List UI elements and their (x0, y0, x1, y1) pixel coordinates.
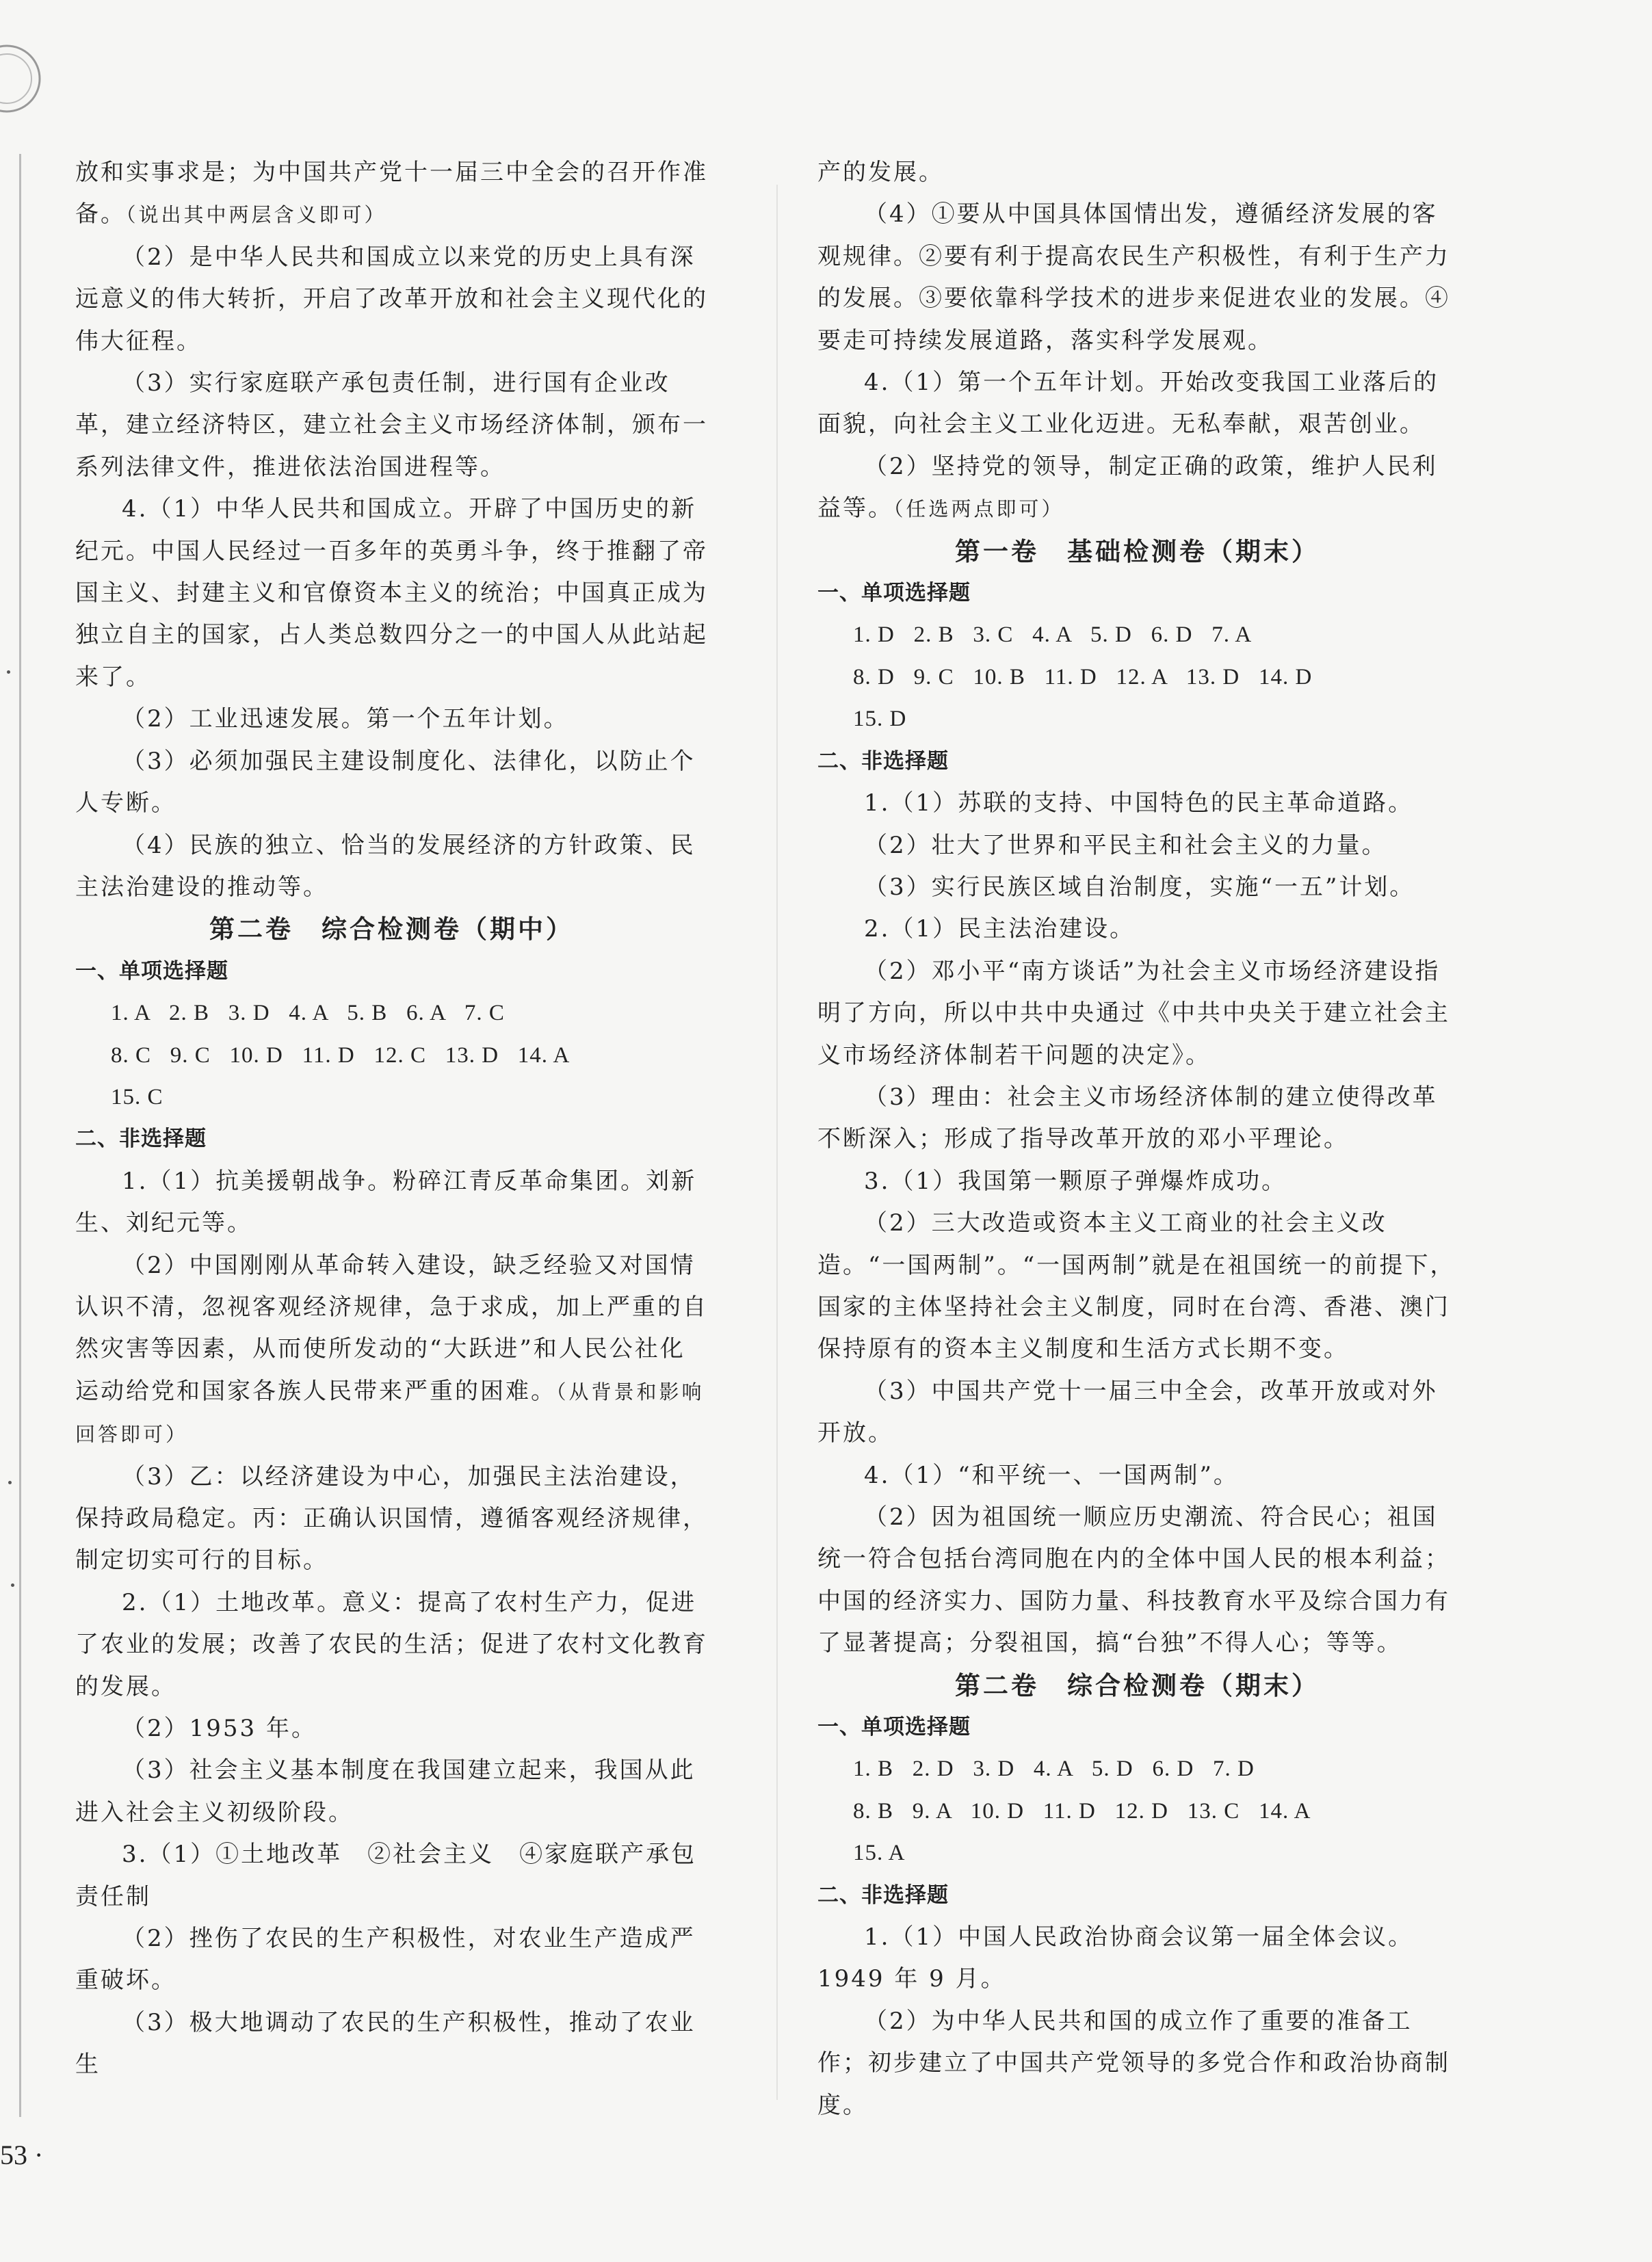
mc-answers-row: 1. B 2. D 3. D 4. A 5. D 6. D 7. D (853, 1757, 1255, 1782)
answer-paragraph: （2）为中华人民共和国的成立作了重要的准备工作；初步建立了中国共产党领导的多党合作和政治协商制度。 (817, 2007, 1450, 2119)
seal-graphic (0, 38, 48, 120)
answer-paragraph: （2）三大改造或资本主义工商业的社会主义改造。“一国两制”。“一国两制”就是在祖国统一的前提下，国家的主体坚持社会主义制度，同时在台湾、香港、澳门保持原有的资本主义制度和生活方式长期不变。 (817, 1209, 1456, 1363)
binding-margin-line (19, 154, 21, 2117)
answer-paragraph: （2）挫伤了农民的生产积极性，对农业生产造成严重破坏。 (75, 1925, 696, 1995)
margin-dot (11, 1583, 14, 1587)
answer-paragraph: 4.（1）第一个五年计划。开始改变我国工业落后的面貌，向社会主义工业化迈进。无私奉献，艰苦创业。 (817, 369, 1439, 438)
answer-paragraph: 放和实事求是；为中国共产党十一届三中全会的召开作准备。（说出其中两层含义即可） (75, 159, 708, 228)
answer-paragraph: （2）壮大了世界和平民主和社会主义的力量。 (864, 831, 1387, 859)
answer-paragraph: （4）民族的独立、恰当的发展经济的方针政策、民主法治建设的推动等。 (75, 831, 696, 901)
answer-paragraph: （2）邓小平“南方谈话”为社会主义市场经济建设指明了方向，所以中共中央通过《中共中央关于建立社会主义市场经济体制若干问题的决定》。 (817, 957, 1450, 1069)
answer-paragraph: 1.（1）抗美援朝战争。粉碎江青反革命集团。刘新生、刘纪元等。 (75, 1167, 697, 1237)
answer-note: （从背景和影响回答即可） (75, 1380, 705, 1447)
left-column (75, 152, 708, 2086)
margin-dot (7, 670, 10, 674)
answer-paragraph: 产的发展。 (817, 159, 944, 186)
mc-answers-row: 15. D (853, 707, 907, 732)
column-divider (776, 185, 778, 2100)
answer-note: （说出其中两层含义即可） (126, 203, 387, 227)
section-title: 第二卷 综合检测卷（期末） (955, 1670, 1320, 1700)
page-number: 53 · (0, 2140, 44, 2170)
answer-paragraph: （2）工业迅速发展。第一个五年计划。 (122, 705, 569, 733)
answer-paragraph: （2）是中华人民共和国成立以来党的历史上具有深远意义的伟大转折，开启了改革开放和社会主义现代化的伟大征程。 (75, 243, 708, 355)
answer-paragraph: （2）1953 年。 (122, 1715, 317, 1743)
answer-paragraph: 2.（1）土地改革。意义：提高了农村生产力，促进了农业的发展；改善了农民的生活；促进了农村文化教育的发展。 (75, 1588, 708, 1700)
answer-paragraph: （2）坚持党的领导，制定正确的政策，维护人民利益等。（任选两点即可） (817, 452, 1438, 523)
mc-answers-row: 1. A 2. B 3. D 4. A 5. B 6. A 7. C (111, 1001, 505, 1026)
margin-dot (8, 1481, 12, 1484)
right-column (817, 152, 1457, 2127)
answer-paragraph: （3）实行家庭联产承包责任制，进行国有企业改革，建立经济特区，建立社会主义市场经济体制，颁布一系列法律文件，推进依法治国进程等。 (75, 369, 708, 481)
answer-paragraph: 3.（1）①土地改革 ②社会主义 ④家庭联产承包责任制 (75, 1841, 697, 1910)
answer-paragraph: （3）中国共产党十一届三中全会，改革开放或对外开放。 (817, 1377, 1438, 1447)
mc-answers-row: 8. C 9. C 10. D 11. D 12. C 13. D 14. A (111, 1042, 571, 1068)
answer-paragraph: （3）极大地调动了农民的生产积极性，推动了农业生 (75, 2008, 696, 2079)
subsection-title: 一、单项选择题 (75, 958, 228, 984)
answer-paragraph: （3）实行民族区域自治制度，实施“一五”计划。 (864, 873, 1415, 901)
subsection-title: 一、单项选择题 (817, 581, 971, 606)
answer-paragraph: 4.（1）“和平统一、一国两制”。 (864, 1461, 1239, 1489)
section-title: 第一卷 基础检测卷（期末） (955, 536, 1320, 566)
answer-paragraph: （4）①要从中国具体国情出发，遵循经济发展的客观规律。②要有利于提高农民生产积极性，有利于生产力的发展。③要依靠科学技术的进步来促进农业的发展。④要走可持续发展道路，落实科学发展观。 (817, 200, 1450, 354)
mc-answers-row: 15. A (853, 1841, 906, 1866)
answer-paragraph: （3）社会主义基本制度在我国建立起来，我国从此进入社会主义初级阶段。 (75, 1757, 696, 1826)
answer-paragraph: 2.（1）民主法治建设。 (864, 915, 1136, 943)
section-title: 第二卷 综合检测卷（期中） (209, 915, 574, 945)
subsection-title: 二、非选择题 (817, 1882, 949, 1908)
answer-paragraph: （3）必须加强民主建设制度化、法律化，以防止个人专断。 (75, 747, 696, 817)
answer-paragraph: （2）因为祖国统一顺应历史潮流、符合民心；祖国统一符合包括台湾同胞在内的全体中国人民的根本利益；中国的经济实力、国防力量、科技教育水平及综合国力有了显著提高；分裂祖国，搞“台独”不得人心；等等。 (817, 1503, 1450, 1657)
answer-paragraph: 1.（1）苏联的支持、中国特色的民主革命道路。 (864, 789, 1414, 817)
mc-answers-row: 15. C (111, 1084, 163, 1109)
answer-note: （任选两点即可） (893, 497, 1064, 521)
subsection-title: 一、单项选择题 (817, 1715, 971, 1740)
subsection-title: 二、非选择题 (75, 1127, 207, 1152)
answer-paragraph: （3）乙：以经济建设为中心，加强民主法治建设，保持政局稳定。丙：正确认识国情，遵循客观经济规律，制定切实可行的目标。 (75, 1462, 708, 1575)
answer-paragraph: 4.（1）中华人民共和国成立。开辟了中国历史的新纪元。中国人民经过一百多年的英勇斗争，终于推翻了帝国主义、封建主义和官僚资本主义的统治；中国真正成为独立自主的国家，占人类总数四分之一的中国人从此站起来了。 (75, 495, 708, 691)
answer-paragraph: 1.（1）中国人民政治协商会议第一届全体会议。1949 年 9 月。 (817, 1923, 1414, 1993)
answer-paragraph: （3）理由：社会主义市场经济体制的建立使得改革不断深入；形成了指导改革开放的邓小平理论。 (817, 1083, 1438, 1153)
mc-answers-row: 8. D 9. C 10. B 11. D 12. A 13. D 14. D (853, 664, 1313, 689)
subsection-title: 二、非选择题 (817, 748, 949, 774)
mc-answers-row: 1. D 2. B 3. C 4. A 5. D 6. D 7. A (853, 622, 1253, 648)
answer-paragraph: 3.（1）我国第一颗原子弹爆炸成功。 (864, 1167, 1287, 1195)
answer-paragraph: （2）中国刚刚从革命转入建设，缺乏经验又对国情认识不清，忽视客观经济规律，急于求成，加上严重的自然灾害等因素，从而使所发动的“大跃进”和人民公社化运动给党和国家各族人民带来严重的困难。（从背景和影响回答即可） (75, 1251, 708, 1447)
mc-answers-row: 8. B 9. A 10. D 11. D 12. D 13. C 14. A (853, 1798, 1311, 1824)
